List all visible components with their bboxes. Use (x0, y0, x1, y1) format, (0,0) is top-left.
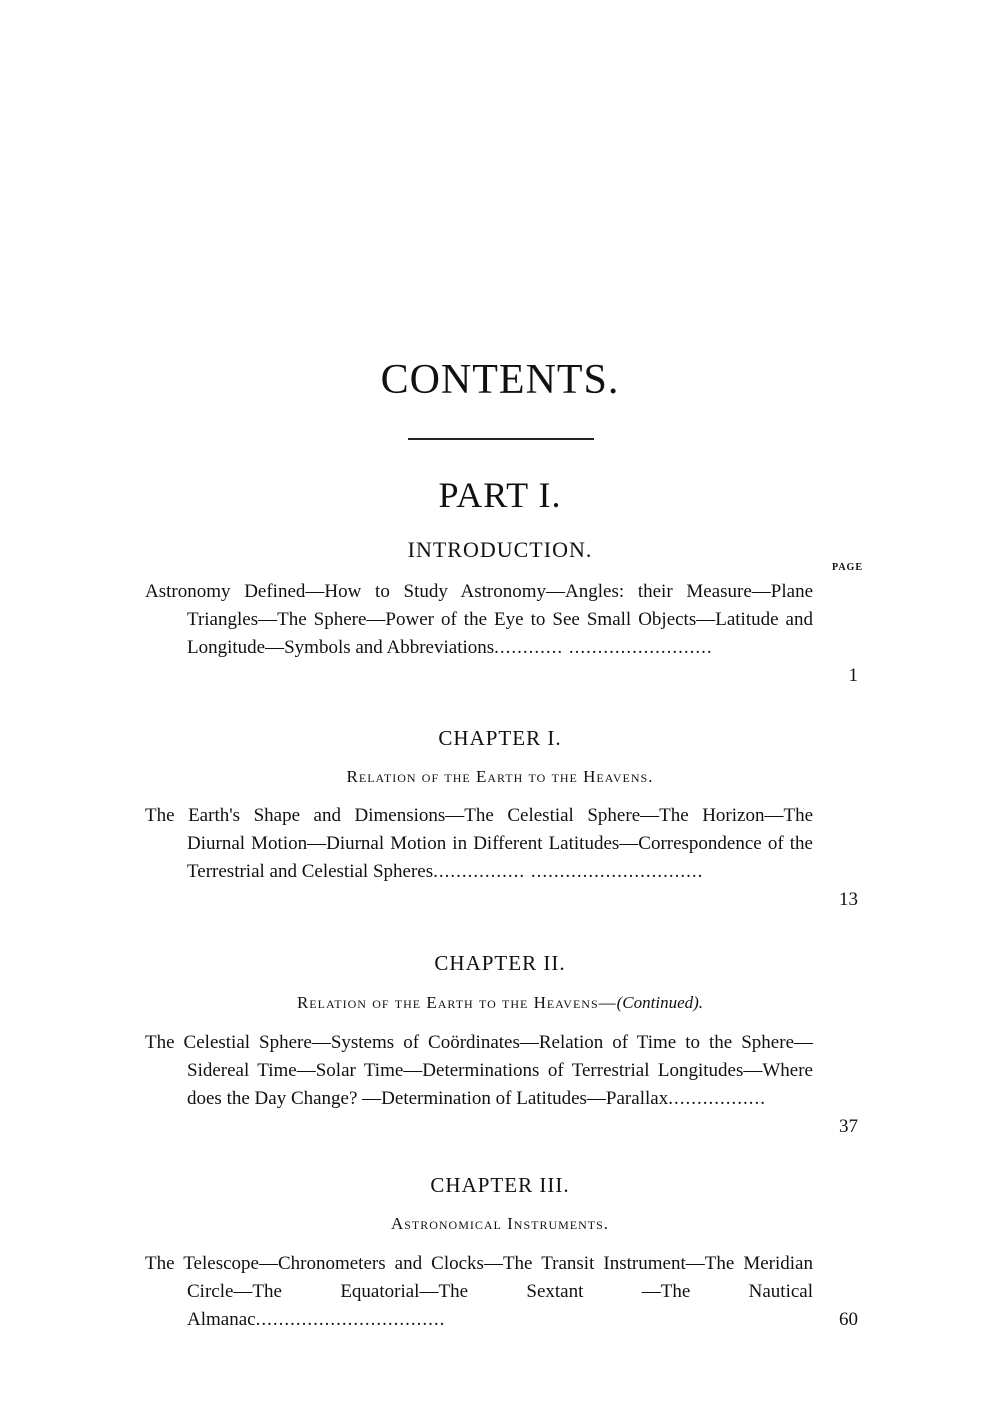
title-divider (408, 438, 594, 440)
chapter-1-entry (145, 802, 813, 886)
part-heading: PART I. (438, 475, 562, 515)
chapter-3-page-number: 60 (839, 1309, 858, 1330)
dot-leader: ................ .............................. (433, 861, 704, 882)
chapter-2-heading: CHAPTER II. (434, 951, 566, 975)
chapter-2-subtitle-text: Relation of the Earth to the Heavens— (296, 993, 617, 1012)
chapter-3-entry (145, 1250, 813, 1334)
dot-leader: ............ ......................... (494, 637, 713, 658)
page-title: CONTENTS. (380, 357, 620, 403)
chapter-3-subtitle-text: Astronomical Instruments. (390, 1214, 610, 1233)
dot-leader: ................................. (255, 1309, 446, 1330)
chapter-2-page-number: 37 (839, 1116, 858, 1137)
chapter-1-page-number: 13 (839, 889, 858, 910)
chapter-3-entry-text: The Telescope—Chronometers and Clocks—The Transit Instrument—The Meridian Circle—The Equatorial—The Sextant —The Nautical Almanac (145, 1253, 813, 1330)
chapter-2-subtitle (0, 991, 1000, 1015)
introduction-entry (145, 578, 813, 662)
page-column-label: PAGE (831, 562, 863, 573)
dot-leader: ................. (668, 1088, 766, 1109)
chapter-2-continued: (Continued). (616, 993, 704, 1012)
introduction-entry-text: Astronomy Defined—How to Study Astronomy—Angles: their Measure—Plane Triangles—The Sphere—Power of the Eye to See Small Objects—Latitude and Longitude—Symbols and Abbreviations (145, 581, 813, 658)
chapter-3-subtitle (0, 1212, 1000, 1236)
chapter-1-heading: CHAPTER I. (438, 726, 562, 750)
chapter-2-entry-text: The Celestial Sphere—Systems of Coördinates—Relation of Time to the Sphere—Sidereal Time—Solar Time—Determinations of Terrestrial Longitudes—Where does the Day Change? —Determination of Latitudes—Parallax (145, 1032, 813, 1109)
chapter-1-entry-text: The Earth's Shape and Dimensions—The Celestial Sphere—The Horizon—The Diurnal Motion—Diurnal Motion in Different Latitudes—Correspondence of the Terrestrial and Celestial Spheres (145, 805, 813, 882)
chapter-2-entry (145, 1029, 813, 1113)
chapter-1-subtitle (0, 765, 1000, 789)
introduction-heading: INTRODUCTION. (407, 537, 593, 562)
introduction-page-number: 1 (848, 665, 858, 686)
chapter-3-heading: CHAPTER III. (430, 1173, 570, 1197)
chapter-1-subtitle-text: Relation of the Earth to the Heavens. (346, 767, 654, 786)
